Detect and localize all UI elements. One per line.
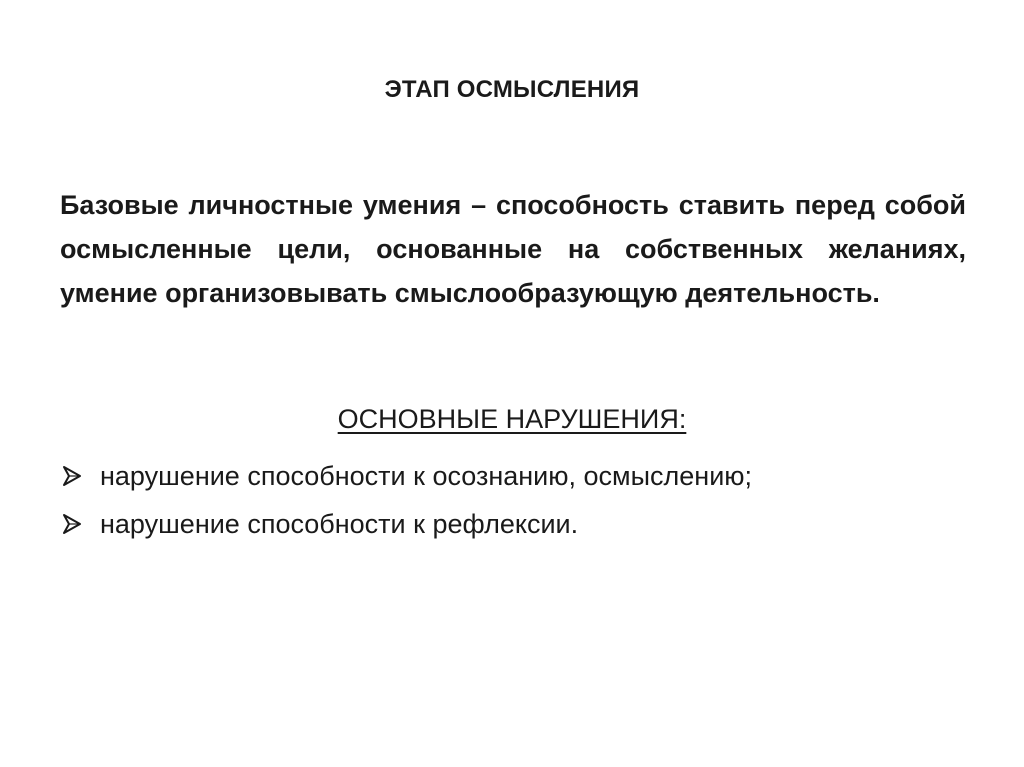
violations-list	[60, 452, 966, 548]
list-item	[60, 452, 966, 500]
definition-paragraph: Базовые личностные умения – способность ставить перед собой осмысленные цели, основанные на собственных желаниях, умение организовывать смыслообразующую деятельность.	[60, 190, 966, 308]
bullet-text: нарушение способности к осознанию, осмыслению;	[100, 460, 753, 491]
list-item	[60, 500, 966, 548]
arrowhead-bullet-icon	[60, 464, 84, 488]
arrowhead-bullet-icon	[60, 512, 84, 536]
bullet-text: нарушение способности к рефлексии.	[100, 508, 579, 539]
violations-heading: ОСНОВНЫЕ НАРУШЕНИЯ:	[337, 404, 687, 434]
slide-title: ЭТАП ОСМЫСЛЕНИЯ	[384, 76, 640, 103]
